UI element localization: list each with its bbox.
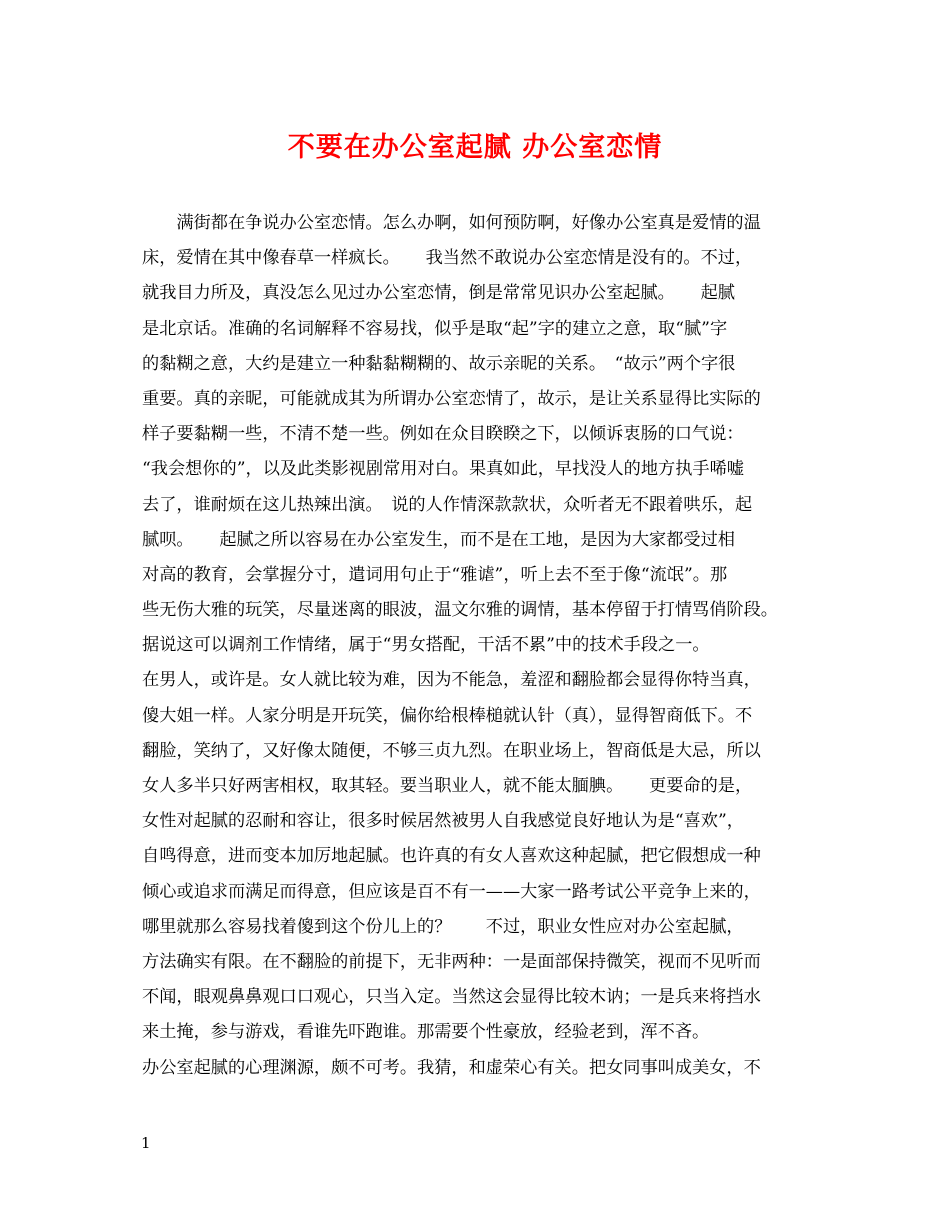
page-number: 1: [141, 1134, 151, 1152]
text-line: 去了，谁耐烦在这儿热辣出演。 说的人作情深款款状，众听者无不跟着哄乐，起: [142, 494, 753, 515]
text-line: 女人多半只好两害相权，取其轻。要当职业人，就不能太腼腆。 更要命的是，: [142, 776, 753, 796]
text-line: 样子要黏糊一些，不清不楚一些。例如在众目睽睽之下，以倾诉衷肠的口气说：: [142, 424, 744, 445]
text-line: 床，爱情在其中像春草一样疯长。 我当然不敢说办公室恋情是没有的。不过，: [142, 248, 753, 269]
text-line: 腻呗。 起腻之所以容易在办公室发生，而不是在工地，是因为大家都受过相: [142, 529, 735, 550]
text-line: 傻大姐一样。人家分明是开玩笑，偏你给根棒槌就认针（真），显得智商低下。不: [142, 705, 753, 726]
text-line: “我会想你的”，以及此类影视剧常用对白。果真如此，早找没人的地方执手唏嘘: [142, 459, 744, 480]
article-body: [142, 206, 826, 1086]
text-line: 哪里就那么容易找着傻到这个份儿上的？ 不过，职业女性应对办公室起腻，: [142, 916, 744, 937]
text-line: 是北京话。准确的名词解释不容易找，似乎是取“起”字的建立之意，取“腻”字: [142, 318, 728, 339]
text-line: 满街都在争说办公室恋情。怎么办啊，如何预防啊，好像办公室真是爱情的温: [142, 213, 761, 233]
text-line: 些无伤大雅的玩笑，尽量迷离的眼波，温文尔雅的调情，基本停留于打情骂俏阶段。: [142, 600, 778, 621]
text-line: 翻脸，笑纳了，又好像太随便，不够三贞九烈。在职业场上，智商低是大忌，所以: [142, 740, 761, 761]
text-line: 在男人，或许是。女人就比较为难，因为不能急，羞涩和翻脸都会显得你特当真，: [142, 670, 761, 691]
text-line: 的黏糊之意，大约是建立一种黏黏糊糊的、故示亲昵的关系。 “故示”两个字很: [142, 353, 736, 374]
text-line: 重要。真的亲昵，可能就成其为所谓办公室恋情了，故示，是让关系显得比实际的: [142, 388, 761, 409]
text-line: 方法确实有限。在不翻脸的前提下，无非两种：一是面部保持微笑，视而不见听而: [142, 951, 761, 972]
text-line: 据说这可以调剂工作情绪，属于“男女搭配，干活不累”中的技术手段之一。: [142, 635, 710, 656]
text-line: 对高的教育，会掌握分寸，遣词用句止于“雅谑”，听上去不至于像“流氓”。那: [142, 564, 728, 585]
text-line: 就我目力所及，真没怎么见过办公室恋情，倒是常常见识办公室起腻。 起腻: [142, 283, 735, 304]
text-line: 自鸣得意，进而变本加厉地起腻。也许真的有女人喜欢这种起腻，把它假想成一种: [142, 846, 761, 867]
text-line: 不闻，眼观鼻鼻观口口观心，只当入定。当然这会显得比较木讷；一是兵来将挡水: [142, 987, 761, 1008]
text-line: 办公室起腻的心理渊源，颇不可考。我猜，和虚荣心有关。把女同事叫成美女，不: [142, 1057, 761, 1078]
text-line: 来土掩，参与游戏，看谁先吓跑谁。那需要个性豪放，经验老到，浑不吝。: [142, 1022, 710, 1043]
page-title: 不要在办公室起腻 办公室恋情: [287, 132, 663, 163]
text-line: 女性对起腻的忍耐和容让，很多时候居然被男人自我感觉良好地认为是“喜欢”，: [142, 811, 744, 832]
text-line: 倾心或追求而满足而得意，但应该是百不有一——大家一路考试公平竞争上来的，: [142, 881, 761, 902]
